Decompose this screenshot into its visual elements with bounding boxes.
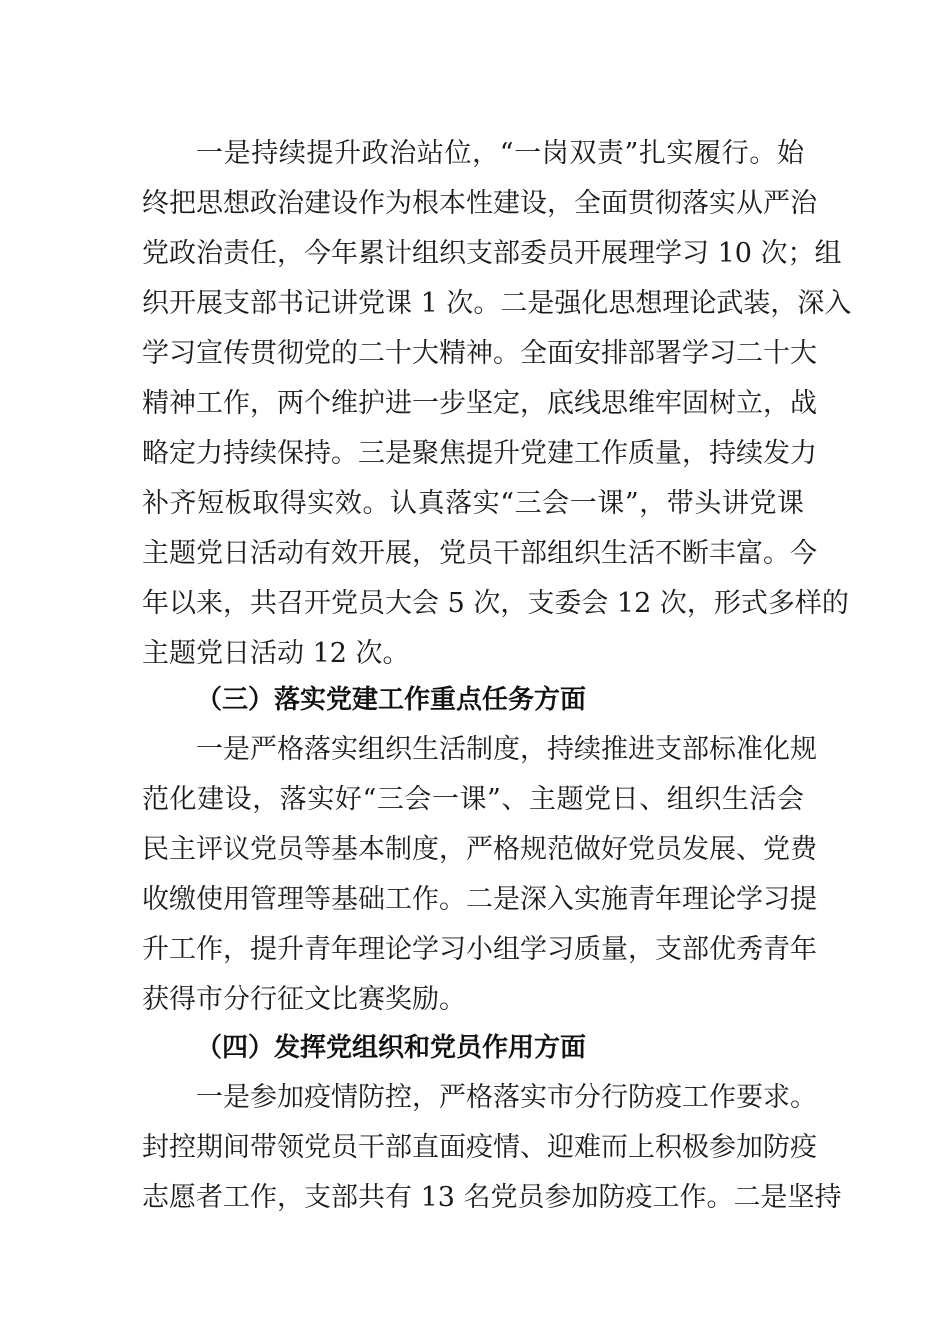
section-heading: （三）落实党建工作重点任务方面	[196, 685, 587, 715]
paragraph-line: 学习宣传贯彻党的二十大精神。全面安排部署学习二十大	[142, 338, 817, 369]
paragraph-line: 主题党日活动有效开展，党员干部组织生活不断丰富。今	[142, 538, 817, 569]
paragraph-line: 范化建设，落实好“三会一课”、主题党日、组织生活会	[142, 784, 804, 815]
paragraph-line: 织开展支部书记讲党课 1 次。二是强化思想理论武装，深入	[142, 288, 852, 319]
section-heading: （四）发挥党组织和党员作用方面	[196, 1033, 587, 1063]
paragraph-line: 封控期间带领党员干部直面疫情、迎难而上积极参加防疫	[142, 1132, 817, 1163]
paragraph-line: 一是持续提升政治站位，“一岗双责”扎实履行。始	[196, 138, 804, 169]
paragraph-line: 精神工作，两个维护进一步坚定，底线思维牢固树立，战	[142, 388, 817, 419]
paragraph-line: 一是严格落实组织生活制度，持续推进支部标准化规	[196, 734, 817, 765]
paragraph-line: 补齐短板取得实效。认真落实“三会一课”，带头讲党课	[142, 488, 804, 519]
paragraph-line: 终把思想政治建设作为根本性建设，全面贯彻落实从严治	[142, 188, 817, 219]
paragraph-line: 获得市分行征文比赛奖励。	[142, 984, 466, 1015]
paragraph-line: 主题党日活动 12 次。	[142, 638, 410, 669]
paragraph-line: 党政治责任，今年累计组织支部委员开展理学习 10 次；组	[142, 238, 842, 269]
paragraph-line: 略定力持续保持。三是聚焦提升党建工作质量，持续发力	[142, 438, 817, 469]
paragraph-line: 年以来，共召开党员大会 5 次，支委会 12 次，形式多样的	[142, 588, 849, 619]
paragraph-line: 收缴使用管理等基础工作。二是深入实施青年理论学习提	[142, 884, 817, 915]
paragraph-line: 志愿者工作，支部共有 13 名党员参加防疫工作。二是坚持	[142, 1182, 842, 1213]
paragraph-line: 民主评议党员等基本制度，严格规范做好党员发展、党费	[142, 834, 817, 865]
paragraph-line: 升工作，提升青年理论学习小组学习质量，支部优秀青年	[142, 934, 817, 965]
paragraph-line: 一是参加疫情防控，严格落实市分行防疫工作要求。	[196, 1082, 817, 1113]
